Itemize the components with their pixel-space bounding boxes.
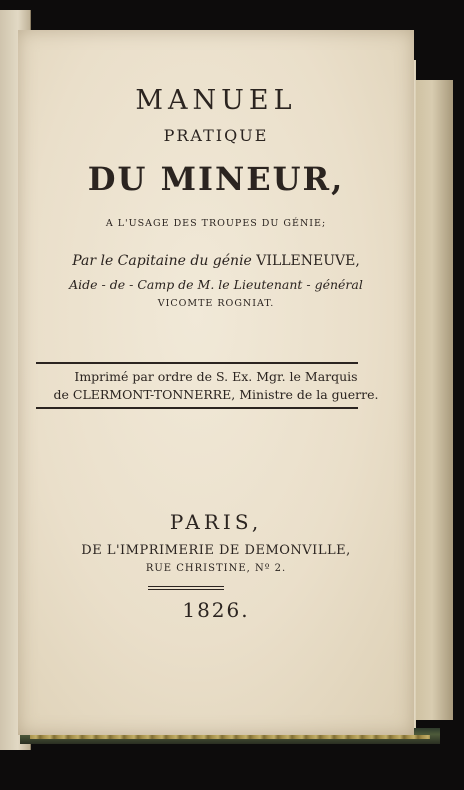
author-prefix: Par le Capitaine du génie (72, 253, 252, 269)
aide-de-camp-line: Aide - de - Camp de M. le Lieutenant - général (69, 277, 363, 292)
street-line: RUE CHRISTINE, Nº 2. (145, 563, 287, 574)
title-du-mineur: DU MINEUR, (87, 160, 345, 198)
ornament-rule-2 (148, 589, 224, 590)
author-line (18, 253, 414, 269)
rule-bottom (36, 407, 358, 409)
printer-line: DE L'IMPRIMERIE DE DEMONVILLE, (81, 543, 351, 558)
gilt-ornament (30, 735, 430, 739)
right-cover (410, 80, 453, 720)
city: PARIS, (169, 510, 263, 534)
title-manuel: MANUEL (135, 85, 297, 116)
ornament-rule-1 (148, 586, 224, 587)
imprime-line-1: Imprimé par ordre de S. Ex. Mgr. le Marquis (74, 369, 358, 384)
rule-top (36, 362, 358, 364)
title-page (18, 30, 414, 735)
author-name: VILLENEUVE, (256, 253, 360, 269)
title-pratique: PRATIQUE (163, 126, 269, 145)
vicomte-line: VICOMTE ROGNIAT. (157, 298, 275, 309)
subtitle-usage: A L'USAGE DES TROUPES DU GÉNIE; (105, 218, 327, 229)
year: 1826. (182, 598, 250, 622)
imprime-line-2: de CLERMONT-TONNERRE, Ministre de la guerre. (53, 387, 379, 402)
